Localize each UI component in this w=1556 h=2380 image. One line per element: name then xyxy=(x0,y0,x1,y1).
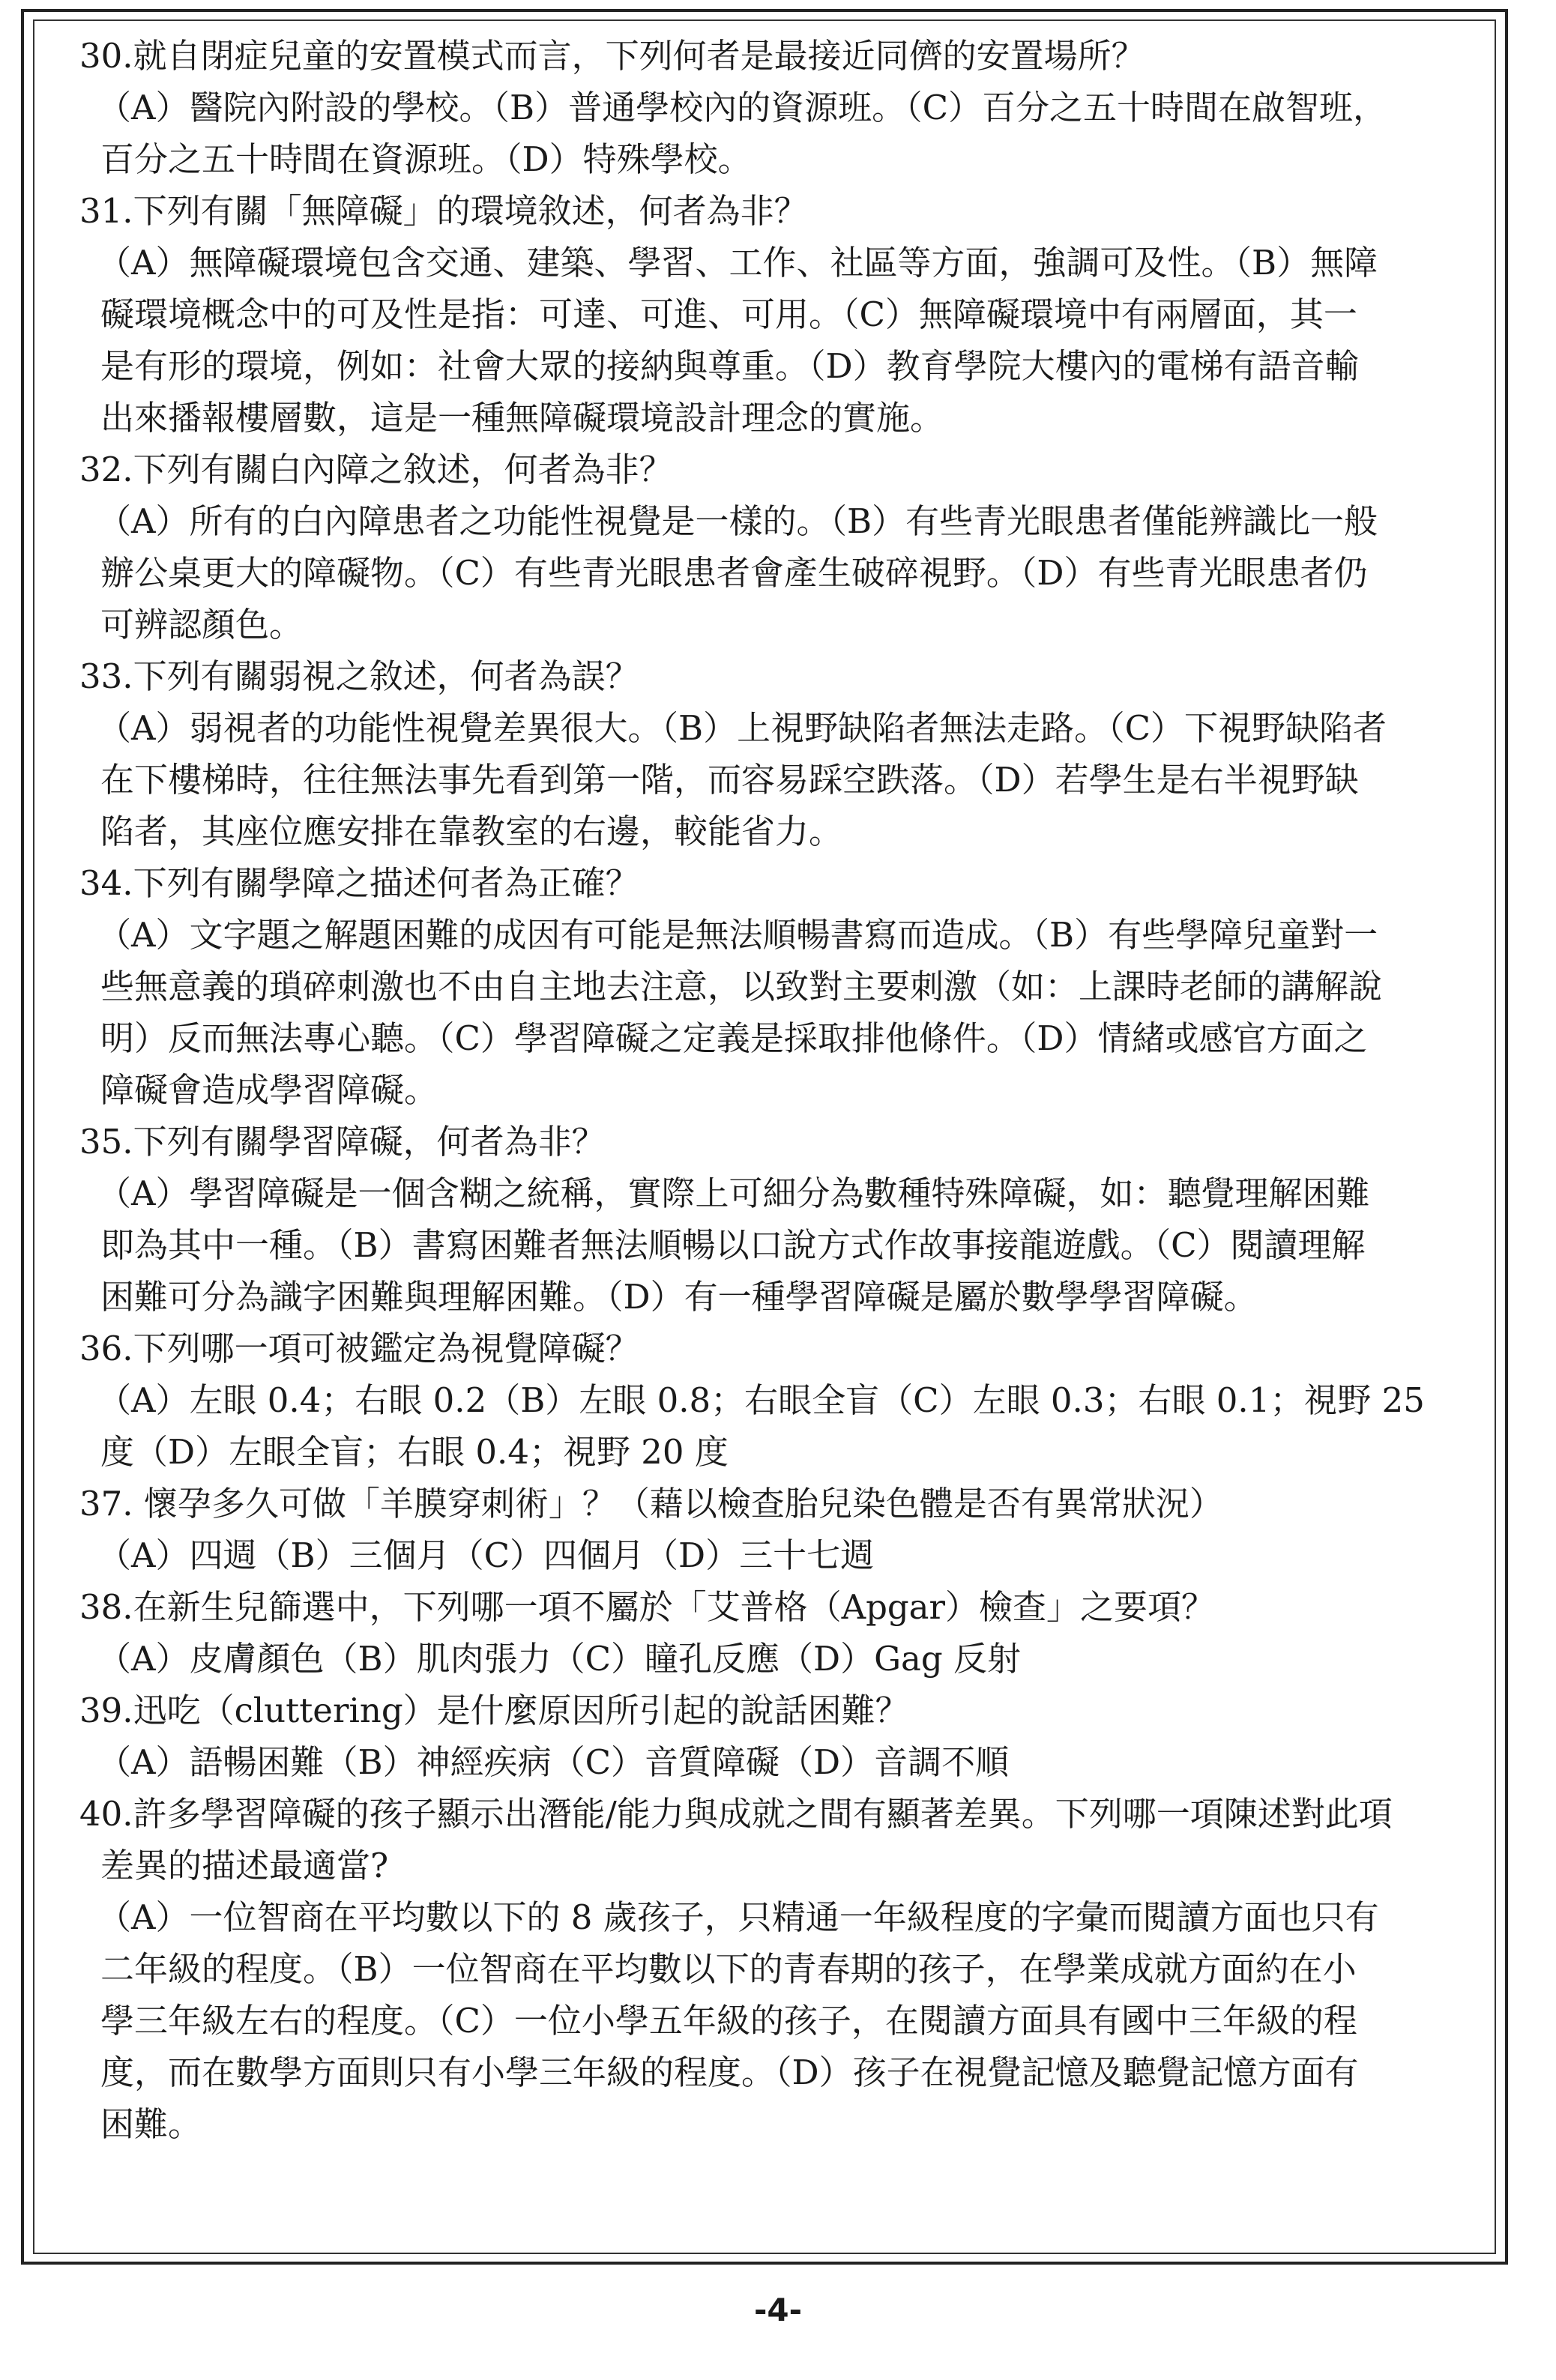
question-36 xyxy=(79,1323,1504,1478)
question-stem: 32.下列有關白內障之敘述，何者為非？ xyxy=(79,450,673,489)
question-stem: 34.下列有關學障之描述何者為正確？ xyxy=(79,863,639,903)
continuation-line: 困難。 xyxy=(100,2104,202,2144)
question-31 xyxy=(79,185,1504,444)
options-line: （A）左眼 0.4；右眼 0.2（B）左眼 0.8；右眼全盲（C）左眼 0.3；右眼 0.1；視野 25 xyxy=(97,1380,1425,1420)
options-line: （A）弱視者的功能性視覺差異很大。（B）上視野缺陷者無法走路。（C）下視野缺陷者 xyxy=(97,708,1387,748)
options-line: （A）語暢困難（B）神經疾病（C）音質障礙（D）音調不順 xyxy=(97,1742,1010,1782)
question-39 xyxy=(79,1685,1504,1788)
question-stem: 40.許多學習障礙的孩子顯示出潛能/能力與成就之間有顯著差異。下列哪一項陳述對此項 xyxy=(79,1794,1393,1834)
continuation-line: 度，而在數學方面則只有小學三年級的程度。（D）孩子在視覺記憶及聽覺記憶方面有 xyxy=(100,2053,1359,2092)
page-number: -4- xyxy=(753,2292,803,2328)
question-stem: 33.下列有關弱視之敘述，何者為誤？ xyxy=(79,656,639,696)
question-stem: 38.在新生兒篩選中，下列哪一項不屬於「艾普格（Apgar）檢查」之要項？ xyxy=(79,1587,1216,1627)
question-stem: 37. 懷孕多久可做「羊膜穿刺術」？（藉以檢查胎兒染色體是否有異常狀況） xyxy=(79,1484,1223,1523)
continuation-line: 是有形的環境，例如：社會大眾的接納與尊重。（D）教育學院大樓內的電梯有語音輸 xyxy=(100,346,1359,386)
question-37 xyxy=(79,1478,1504,1581)
continuation-line: 障礙會造成學習障礙。 xyxy=(100,1070,438,1110)
options-line: （A）文字題之解題困難的成因有可能是無法順暢書寫而造成。（B）有些學障兒童對一 xyxy=(97,915,1378,955)
options-line: （A）學習障礙是一個含糊之統稱，實際上可細分為數種特殊障礙，如：聽覺理解困難 xyxy=(97,1174,1370,1213)
continuation-line: 百分之五十時間在資源班。（D）特殊學校。 xyxy=(100,139,752,179)
continuation-line: 出來播報樓層數，這是一種無障礙環境設計理念的實施。 xyxy=(100,398,944,438)
question-stem: 36.下列哪一項可被鑑定為視覺障礙？ xyxy=(79,1329,639,1368)
question-32 xyxy=(79,444,1504,650)
continuation-line: 在下樓梯時，往往無法事先看到第一階，而容易踩空跌落。（D）若學生是右半視野缺 xyxy=(100,760,1359,800)
question-stem: 31.下列有關「無障礙」的環境敘述，何者為非？ xyxy=(79,191,808,231)
continuation-line: 些無意義的瑣碎刺激也不由自主地去注意，以致對主要刺激（如：上課時老師的講解說 xyxy=(100,967,1383,1006)
question-35 xyxy=(79,1116,1504,1323)
continuation-line: 學三年級左右的程度。（C）一位小學五年級的孩子，在閱讀方面具有國中三年級的程 xyxy=(100,2001,1357,2041)
continuation-line: 差異的描述最適當? xyxy=(100,1846,389,1885)
continuation-line: 即為其中一種。（B）書寫困難者無法順暢以口說方式作故事接龍遊戲。（C）閱讀理解 xyxy=(100,1225,1366,1265)
continuation-line: 陷者，其座位應安排在靠教室的右邊，較能省力。 xyxy=(100,812,843,851)
options-line: （A）一位智商在平均數以下的 8 歲孩子，只精通一年級程度的字彙而閱讀方面也只有 xyxy=(97,1897,1379,1937)
continuation-line: 可辨認顏色。 xyxy=(100,605,304,644)
question-33 xyxy=(79,650,1504,857)
question-list xyxy=(79,30,1504,2150)
options-line: （A）皮膚顏色（B）肌肉張力（C）瞳孔反應（D）Gag 反射 xyxy=(97,1639,1021,1679)
question-38 xyxy=(79,1581,1504,1685)
continuation-line: 辦公桌更大的障礙物。（C）有些青光眼患者會產生破碎視野。（D）有些青光眼患者仍 xyxy=(100,553,1368,593)
continuation-line: 明）反而無法專心聽。（C）學習障礙之定義是採取排他條件。（D）情緒或感官方面之 xyxy=(100,1018,1368,1058)
question-34 xyxy=(79,857,1504,1116)
continuation-line: 礙環境概念中的可及性是指：可達、可進、可用。（C）無障礙環境中有兩層面，其一 xyxy=(100,295,1357,334)
options-line: （A）醫院內附設的學校。（B）普通學校內的資源班。（C）百分之五十時間在啟智班， xyxy=(97,88,1387,127)
continuation-line: 二年級的程度。（B）一位智商在平均數以下的青春期的孩子，在學業成就方面約在小 xyxy=(100,1949,1357,1989)
question-30 xyxy=(79,30,1504,185)
options-line: （A）無障礙環境包含交通、建築、學習、工作、社區等方面，強調可及性。（B）無障 xyxy=(97,243,1378,283)
options-line: （A）所有的白內障患者之功能性視覺是一樣的。（B）有些青光眼患者僅能辨識比一般 xyxy=(97,501,1378,541)
continuation-line: 度（D）左眼全盲；右眼 0.4；視野 20 度 xyxy=(100,1432,729,1472)
options-line: （A）四週（B）三個月（C）四個月（D）三十七週 xyxy=(97,1535,875,1575)
question-40 xyxy=(79,1788,1504,2150)
continuation-line: 困難可分為識字困難與理解困難。（D）有一種學習障礙是屬於數學學習障礙。 xyxy=(100,1277,1258,1317)
question-stem: 35.下列有關學習障礙，何者為非？ xyxy=(79,1122,606,1162)
question-stem: 30.就自閉症兒童的安置模式而言，下列何者是最接近同儕的安置場所？ xyxy=(79,36,1145,76)
question-stem: 39.迅吃（cluttering）是什麼原因所引起的說話困難？ xyxy=(79,1691,909,1730)
